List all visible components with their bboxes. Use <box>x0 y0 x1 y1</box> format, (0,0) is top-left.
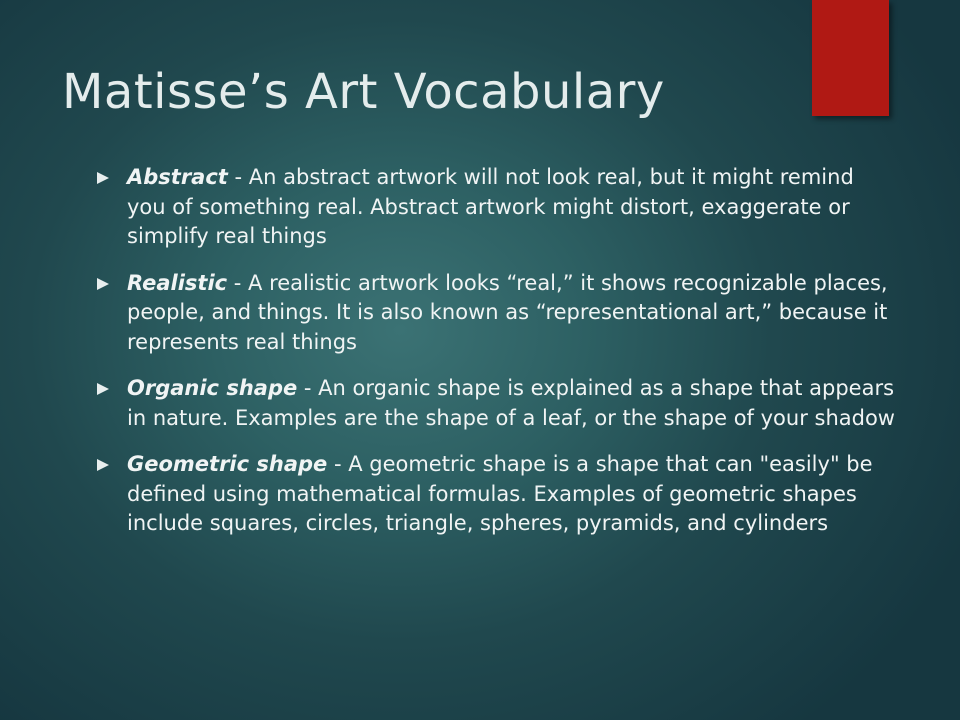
red-accent-tab <box>812 0 889 116</box>
arrow-bullet-icon <box>97 383 109 395</box>
vocabulary-list <box>97 163 897 556</box>
term-description: - A geometric shape is a shape that can "easily" be defined using mathematical formulas. Examples of geometric shapes include squares, circles, triangle, spheres, pyramids, and cylinders <box>127 452 873 535</box>
term-label: Organic shape <box>127 376 298 400</box>
term-label: Geometric shape <box>127 452 328 476</box>
term-description: - An organic shape is explained as a shape that appears in nature. Examples are the shape of a leaf, or the shape of your shadow <box>127 376 895 430</box>
term-description: - An abstract artwork will not look real, but it might remind you of something real. Abstract artwork might distort, exaggerate or simplify real things <box>127 165 854 248</box>
arrow-bullet-icon <box>97 278 109 290</box>
list-item-geometric-shape <box>97 450 897 539</box>
list-item-organic-shape <box>97 374 897 433</box>
arrow-bullet-icon <box>97 459 109 471</box>
term-label: Abstract <box>127 165 228 189</box>
term-label: Realistic <box>127 270 228 295</box>
arrow-bullet-icon <box>97 172 109 184</box>
list-item-abstract <box>97 163 897 252</box>
slide-title: Matisse’s Art Vocabulary <box>62 64 665 120</box>
list-item-realistic <box>97 269 897 358</box>
term-description: - A realistic artwork looks “real,” it shows recognizable places, people, and things. It is also known as “representational art,” because it represents real things <box>127 270 888 354</box>
